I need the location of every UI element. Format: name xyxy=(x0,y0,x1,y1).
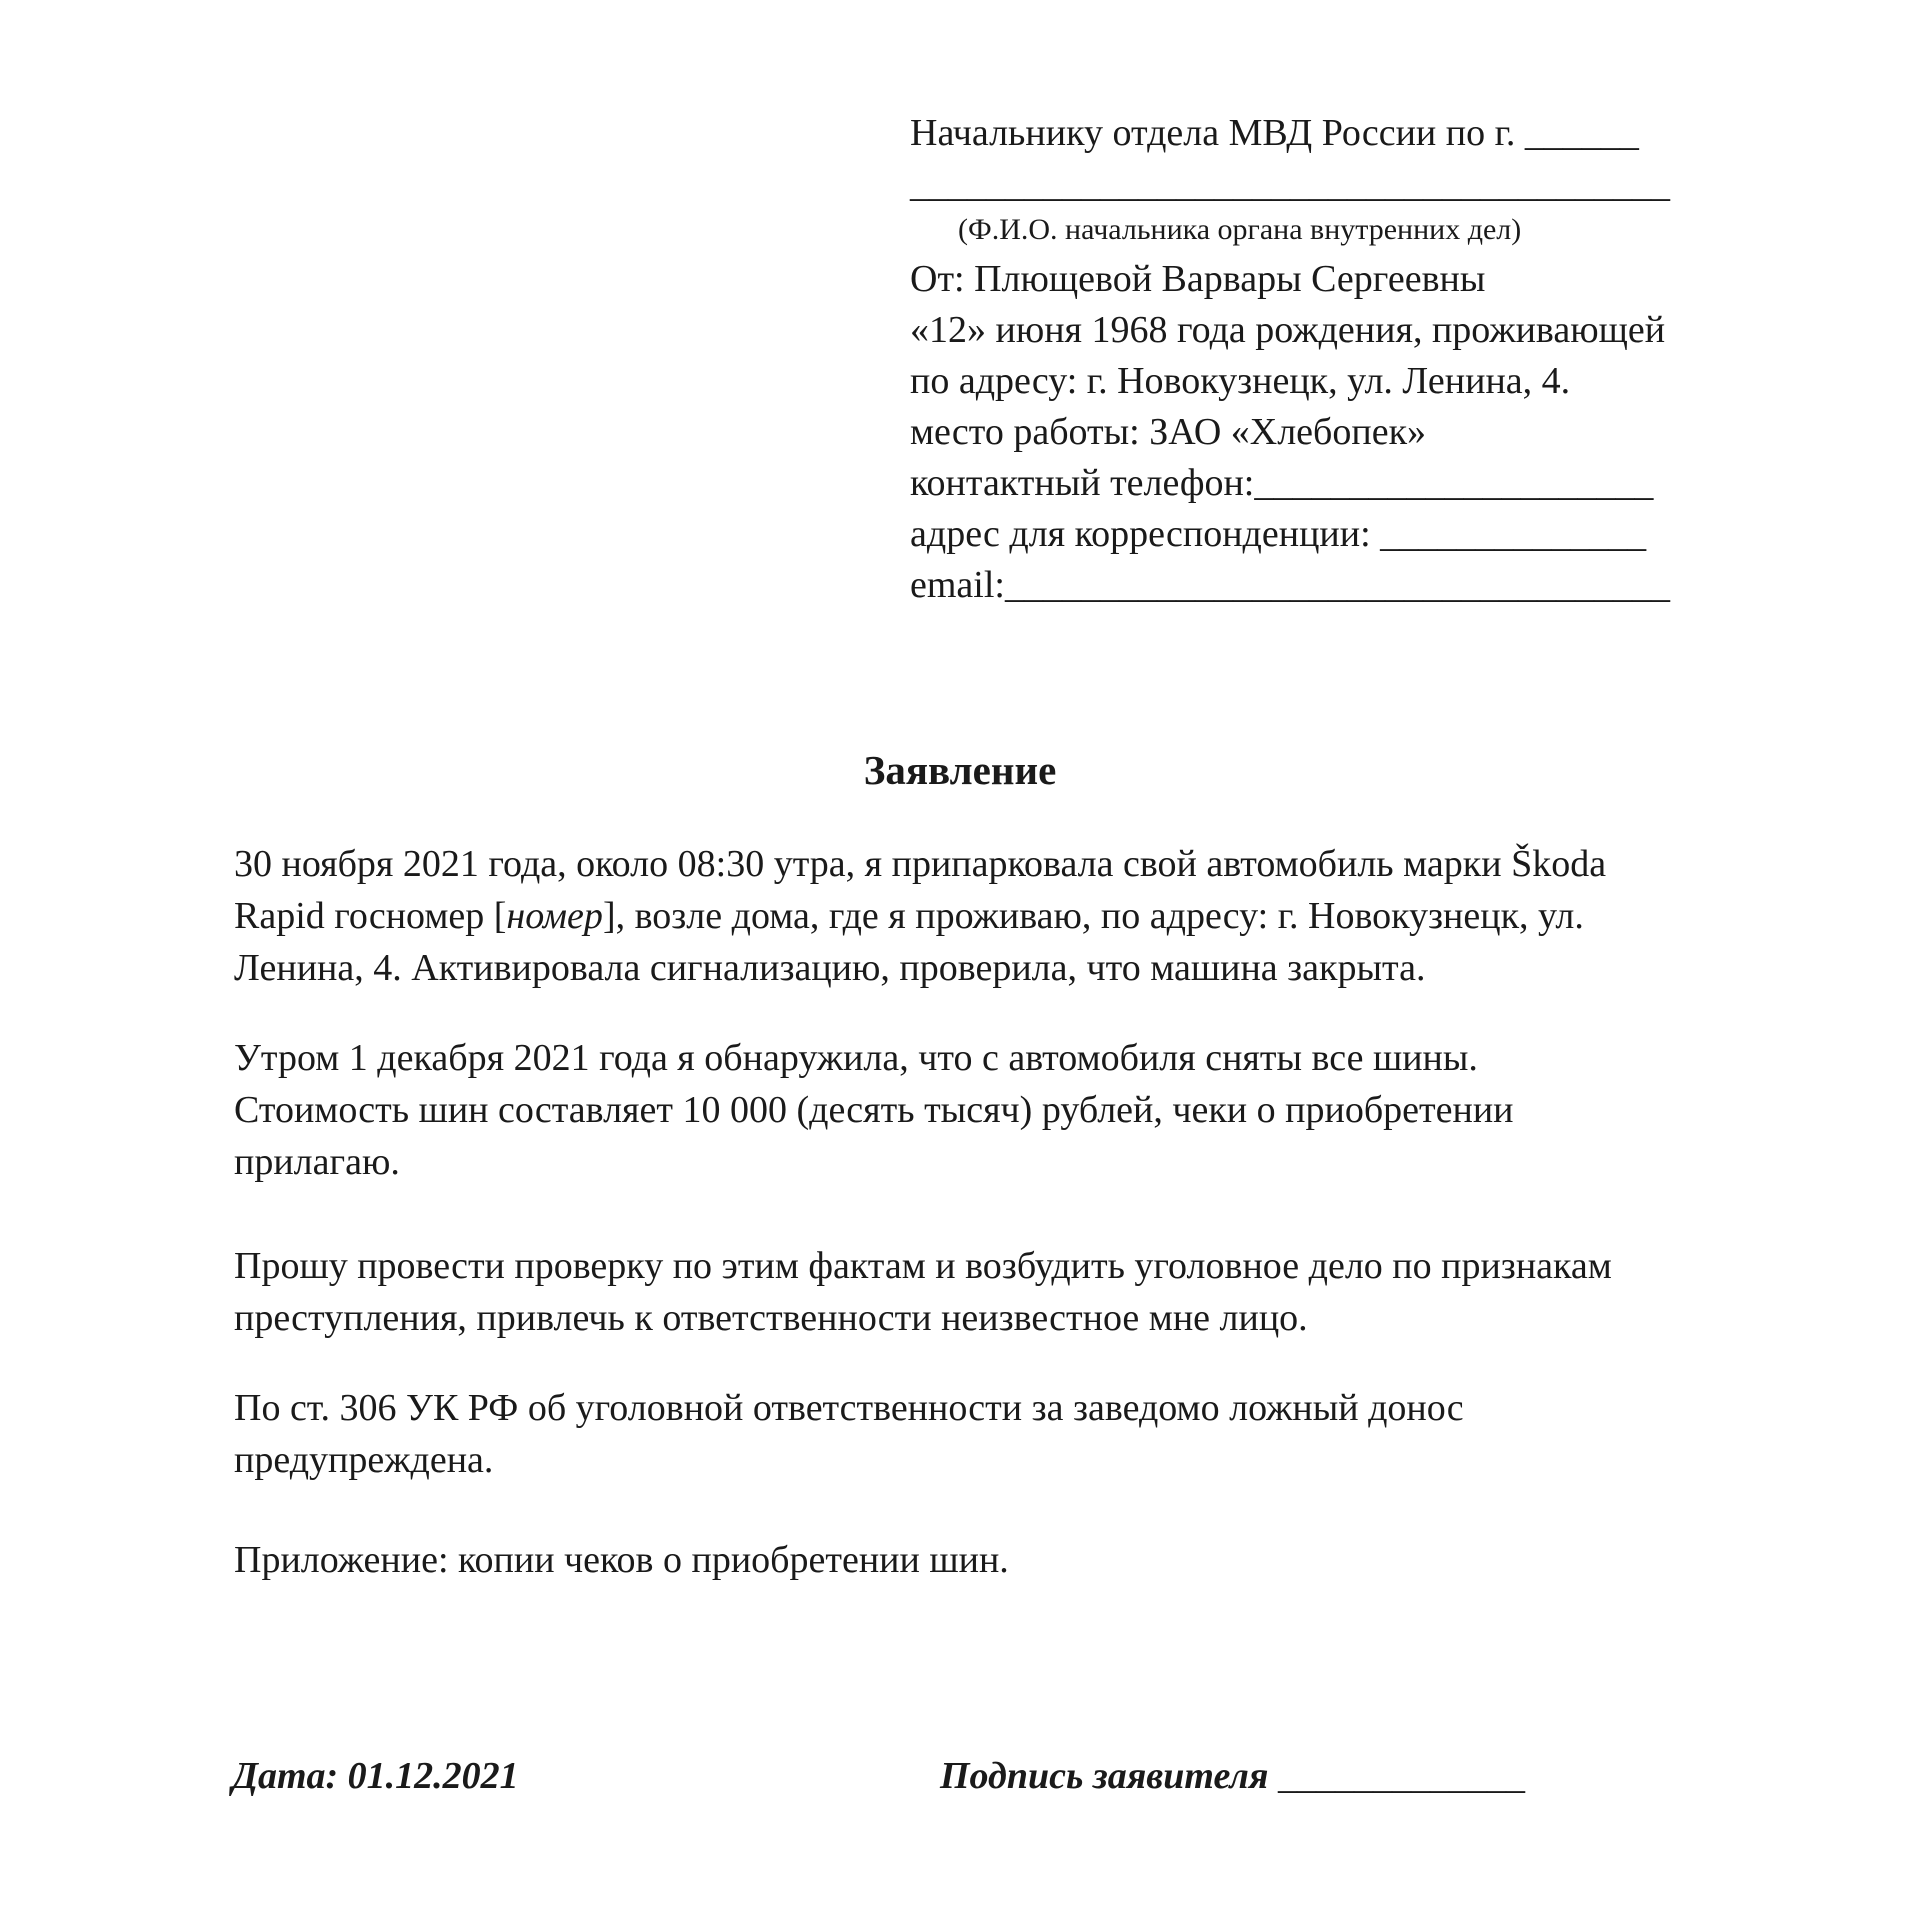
paragraph-line: предупреждена. xyxy=(234,1439,494,1481)
document-date: Дата: 01.12.2021 xyxy=(232,1755,519,1797)
applicant-work: место работы: ЗАО «Хлебопек» xyxy=(910,411,1427,453)
applicant-birth: «12» июня 1968 года рождения, проживающей xyxy=(910,309,1666,351)
paragraph-line: Приложение: копии чеков о приобретении шин. xyxy=(234,1539,1009,1581)
paragraph-line: Утром 1 декабря 2021 года я обнаружила, что с автомобиля сняты все шины. xyxy=(234,1037,1478,1079)
paragraph-line: По ст. 306 УК РФ об уголовной ответственности за заведомо ложный донос xyxy=(234,1387,1464,1429)
addressee-name-blank: ________________________________________ xyxy=(910,163,1670,205)
paragraph-discovery xyxy=(234,1032,1704,1188)
paragraph-request xyxy=(234,1240,1704,1344)
paragraph-line xyxy=(234,890,1704,942)
paragraph-line: Ленина, 4. Активировала сигнализацию, проверила, что машина закрыта. xyxy=(234,947,1426,989)
text-segment: Rapid госномер [ xyxy=(234,895,507,937)
applicant-address: по адресу: г. Новокузнецк, ул. Ленина, 4. xyxy=(910,360,1571,402)
addressee-line: Начальнику отдела МВД России по г. ______ xyxy=(910,112,1639,154)
applicant-email: email:___________________________________ xyxy=(910,564,1670,606)
paragraph-attachment xyxy=(234,1534,1704,1586)
signature-label: Подпись заявителя xyxy=(940,1755,1269,1797)
paragraph-line: Прошу провести проверку по этим фактам и возбудить уголовное дело по признакам xyxy=(234,1245,1612,1287)
paragraph-line: прилагаю. xyxy=(234,1141,400,1183)
addressee-block xyxy=(910,108,1700,611)
text-segment: ], возле дома, где я проживаю, по адресу: г. Новокузнецк, ул. xyxy=(602,895,1584,937)
applicant-name: От: Плющевой Варвары Сергеевны xyxy=(910,258,1486,300)
signature-field xyxy=(940,1750,1525,1802)
paragraph-warning xyxy=(234,1382,1704,1486)
applicant-correspondence: адрес для корреспонденции: ______________ xyxy=(910,513,1647,555)
addressee-note: (Ф.И.О. начальника органа внутренних дел) xyxy=(958,213,1522,246)
plate-number-placeholder: номер xyxy=(506,895,603,937)
document-title: Заявление xyxy=(863,747,1057,793)
paragraph-incident xyxy=(234,838,1704,994)
paragraph-line: 30 ноября 2021 года, около 08:30 утра, я припарковала свой автомобиль марки Škoda xyxy=(234,843,1607,885)
paragraph-line: преступления, привлечь к ответственности неизвестное мне лицо. xyxy=(234,1297,1308,1339)
paragraph-line: Стоимость шин составляет 10 000 (десять тысяч) рублей, чеки о приобретении xyxy=(234,1089,1514,1131)
applicant-phone: контактный телефон:_____________________ xyxy=(910,462,1654,504)
signature-blank: _____________ xyxy=(1277,1755,1525,1797)
